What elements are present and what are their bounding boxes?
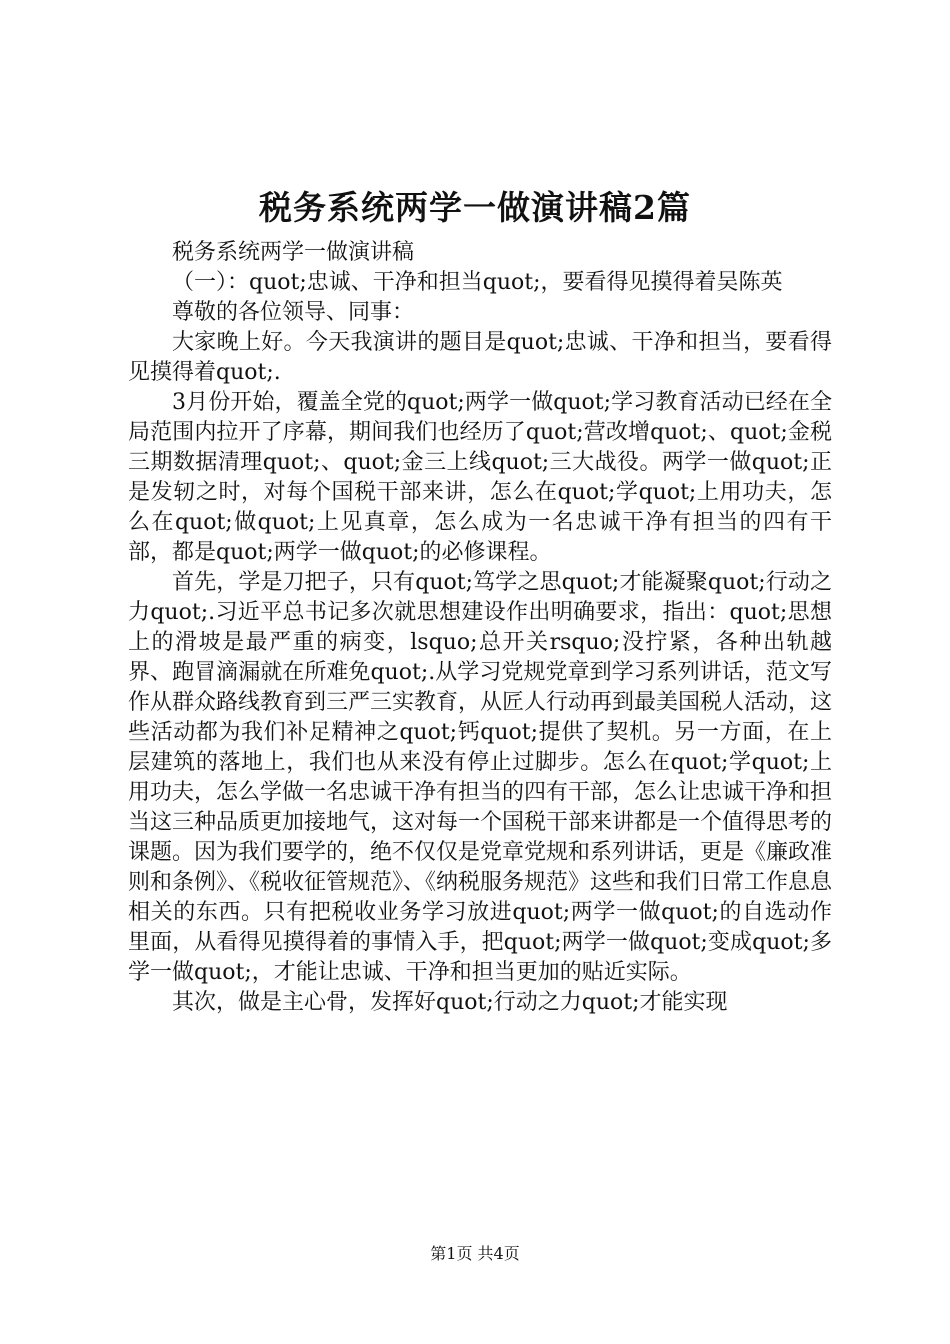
body-paragraph: 3月份开始，覆盖全党的quot;两学一做quot;学习教育活动已经在全局范围内拉开了序幕，期间我们也经历了quot;营改增quot;、quot;金税三期数据清理quot;、quot;金三上线quot;三大战役。两学一做quot;正是发轫之时，对每个国税干部来讲，怎么在quot;学quot;上用功夫，怎么在quot;做quot;上见真章，怎么成为一名忠诚干净有担当的四有干部，都是quot;两学一做quot;的必修课程。 [128,390,832,565]
body-paragraph: 其次，做是主心骨，发挥好quot;行动之力quot;才能实现 [172,990,728,1015]
section-heading-paragraph: （一）：quot;忠诚、干净和担当quot;，要看得见摸得着吴陈英 [172,270,783,295]
page-number-footer: 第1页 共4页 [430,1244,520,1263]
document-body [128,238,832,1018]
document-title: 税务系统两学一做演讲稿2篇 [259,188,691,227]
salutation-paragraph: 尊敬的各位领导、同事： [172,300,415,325]
subtitle-paragraph: 税务系统两学一做演讲稿 [172,240,415,265]
body-paragraph: 首先，学是刀把子，只有quot;笃学之思quot;才能凝聚quot;行动之力quot;.习近平总书记多次就思想建设作出明确要求，指出：quot;思想上的滑坡是最严重的病变，lsquo;总开关rsquo;没拧紧，各种出轨越界、跑冒滴漏就在所难免quot;.从学习党规党章到学习系列讲话，范文写作从群众路线教育到三严三实教育，从匠人行动再到最美国税人活动，这些活动都为我们补足精神之quot;钙quot;提供了契机。另一方面，在上层建筑的落地上，我们也从来没有停止过脚步。怎么在quot;学quot;上用功夫，怎么学做一名忠诚干净有担当的四有干部，怎么让忠诚干净和担当这三种品质更加接地气，这对每一个国税干部来讲都是一个值得思考的课题。因为我们要学的，绝不仅仅是党章党规和系列讲话，更是《廉政准则和条例》、《税收征管规范》、《纳税服务规范》这些和我们日常工作息息相关的东西。只有把税收业务学习放进quot;两学一做quot;的自选动作里面，从看得见摸得着的事情入手，把quot;两学一做quot;变成quot;多学一做quot;，才能让忠诚、干净和担当更加的贴近实际。 [128,570,833,985]
greeting-paragraph: 大家晚上好。今天我演讲的题目是quot;忠诚、干净和担当，要看得见摸得着quot;. [128,330,832,385]
